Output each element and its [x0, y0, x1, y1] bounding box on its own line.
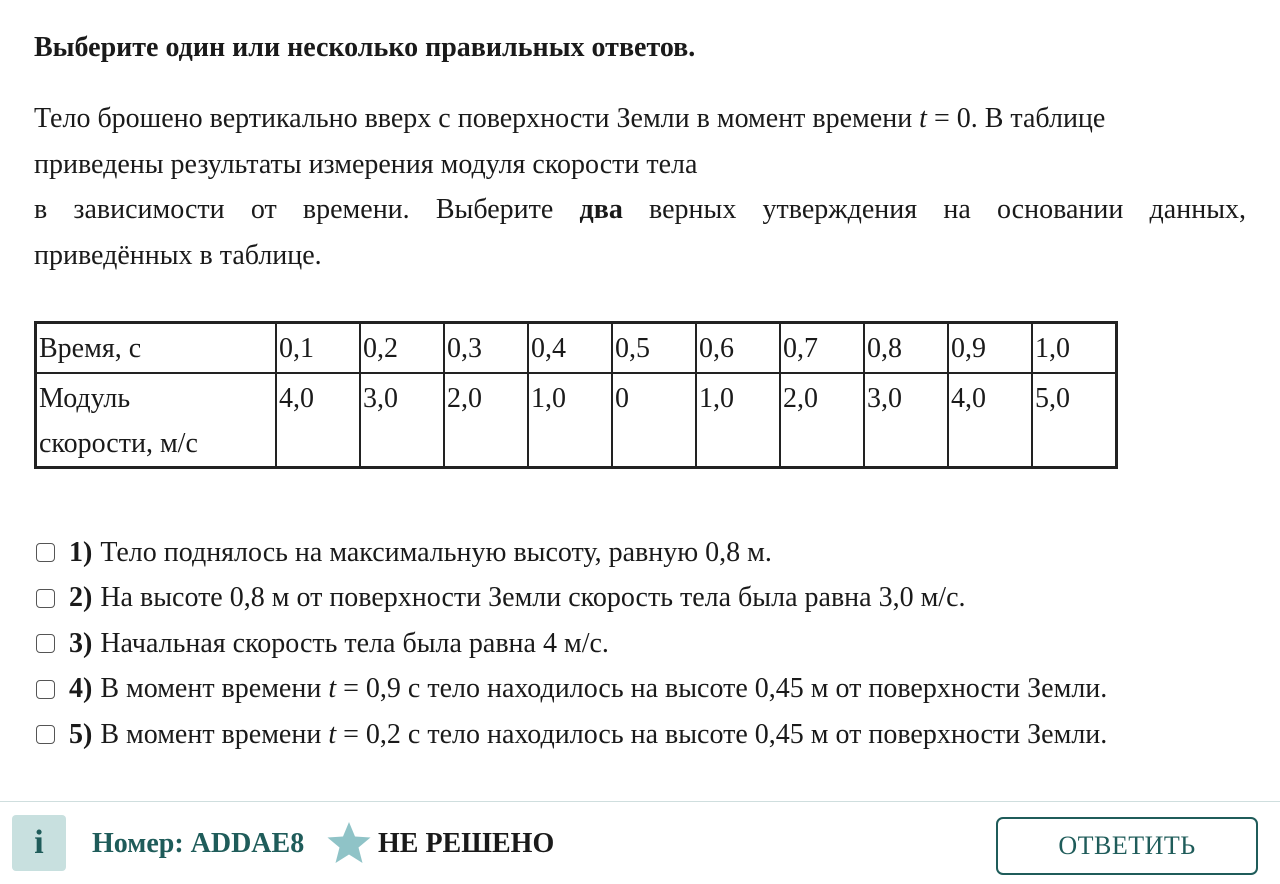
speed-cell: 4,0 — [948, 373, 1032, 467]
time-cell: 0,1 — [276, 323, 360, 373]
speed-cell: 3,0 — [360, 373, 444, 467]
info-button[interactable] — [12, 815, 66, 871]
question-line-3: в зависимости от времени. Выберите два верных утверждения на основании данных, — [34, 194, 1246, 225]
question-line-4: приведённых в таблице. — [34, 239, 322, 271]
speed-cell: 1,0 — [528, 373, 612, 467]
status-label: НЕ РЕШЕНО — [378, 828, 555, 859]
task-number: Номер: ADDAE8 — [92, 828, 305, 859]
answer-checkbox-5[interactable] — [36, 725, 55, 744]
time-cell: 0,7 — [780, 323, 864, 373]
measurement-table — [34, 321, 1118, 469]
time-cell: 0,9 — [948, 323, 1032, 373]
speed-cell: 5,0 — [1032, 373, 1116, 467]
answer-option-4[interactable]: 4) В момент времени t = 0,9 с тело находилось на высоте 0,45 м от поверхности Земли. — [36, 667, 1107, 713]
question-line-2: приведены результаты измерения модуля скорости тела — [34, 148, 698, 180]
speed-cell: 2,0 — [444, 373, 528, 467]
answer-options — [36, 530, 1107, 758]
time-cell: 0,2 — [360, 323, 444, 373]
time-cell: 0,8 — [864, 323, 948, 373]
time-row — [36, 323, 1116, 373]
time-cell: 0,6 — [696, 323, 780, 373]
answer-checkbox-2[interactable] — [36, 589, 55, 608]
answer-checkbox-4[interactable] — [36, 680, 55, 699]
time-cell: 0,4 — [528, 323, 612, 373]
footer-divider — [0, 801, 1280, 802]
speed-cell: 0 — [612, 373, 696, 467]
info-icon: i — [34, 824, 44, 861]
time-cell: 0,3 — [444, 323, 528, 373]
answer-option-3[interactable]: 3) Начальная скорость тела была равна 4 м/с. — [36, 621, 1107, 667]
emphasis-two: два — [579, 194, 623, 225]
answer-option-5[interactable]: 5) В момент времени t = 0,2 с тело находилось на высоте 0,45 м от поверхности Земли. — [36, 712, 1107, 758]
speed-cell: 3,0 — [864, 373, 948, 467]
answer-checkbox-3[interactable] — [36, 634, 55, 653]
submit-answer-button[interactable]: ОТВЕТИТЬ — [996, 817, 1258, 875]
answer-option-2[interactable]: 2) На высоте 0,8 м от поверхности Земли скорость тела была равна 3,0 м/с. — [36, 576, 1107, 622]
time-cell: 1,0 — [1032, 323, 1116, 373]
variable-t: t — [328, 718, 337, 750]
question-text — [34, 96, 1246, 278]
question-line-1: Тело брошено вертикально вверх с поверхности Земли в момент времени t = 0. В таблице — [34, 103, 1106, 134]
time-cell: 0,5 — [612, 323, 696, 373]
star-icon[interactable] — [326, 820, 372, 866]
instruction-text: Выберите один или несколько правильных ответов. — [34, 32, 696, 63]
speed-row — [36, 373, 1116, 467]
variable-t: t — [328, 673, 337, 705]
speed-header-cell: Модуль скорости, м/с — [36, 373, 276, 467]
speed-cell: 4,0 — [276, 373, 360, 467]
speed-cell: 2,0 — [780, 373, 864, 467]
speed-cell: 1,0 — [696, 373, 780, 467]
variable-t: t — [919, 103, 927, 134]
answer-option-1[interactable]: 1) Тело поднялось на максимальную высоту, равную 0,8 м. — [36, 530, 1107, 576]
time-header-cell: Время, с — [36, 323, 276, 373]
answer-checkbox-1[interactable] — [36, 543, 55, 562]
